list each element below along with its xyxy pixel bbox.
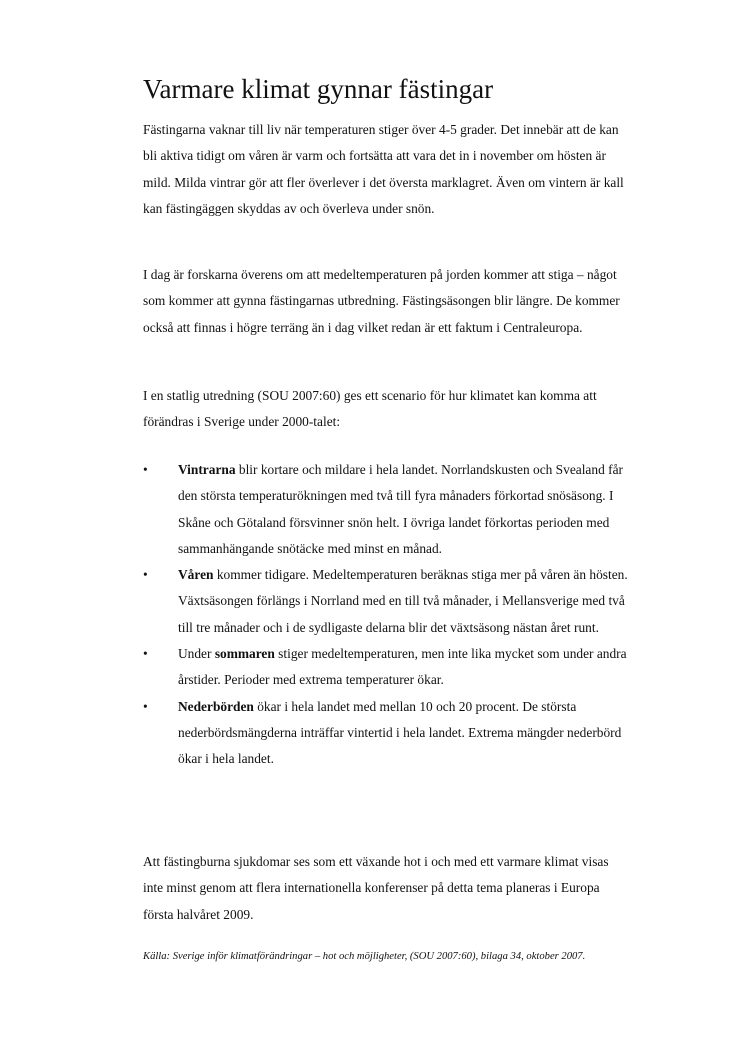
paragraph-scenario-intro: I en statlig utredning (SOU 2007:60) ges ett scenario för hur klimatet kan komma att förändras i Sverige under 2000-talet: [143, 388, 597, 430]
list-item [143, 457, 633, 562]
list-item-text: blir kortare och mildare i hela landet. Norrlandskusten och Svealand får den största temperaturökningen med två till fyra månaders förkortad snösäsong. I Skåne och Götaland försvinner snön helt. I övriga landet förkortas perioden med sammanhängande snötäcke med minst en månad. [178, 462, 623, 556]
bullet-icon: • [143, 567, 148, 583]
climate-scenario-list [143, 457, 633, 773]
list-item-text: kommer tidigare. Medeltemperaturen beräknas stiga mer på våren än hösten. Växtsäsongen förlängs i Norrland med en till två månader, i Mellansverige med två till tre månader och i de sydligaste delarna blir det växtsäsong nästan året runt. [178, 567, 628, 635]
list-item [143, 641, 633, 694]
paragraph-forecast: I dag är forskarna överens om att medeltemperaturen på jorden kommer att stiga – något som kommer att gynna fästingarnas utbredning. Fästingsäsongen blir längre. De kommer också att finnas i högre terräng än i dag vilket redan är ett faktum i Centraleuropa. [143, 267, 620, 335]
page-title: Varmare klimat gynnar fästingar [143, 74, 494, 104]
list-item-keyword: Vintrarna [178, 462, 236, 477]
list-item-keyword: Nederbörden [178, 698, 254, 714]
list-item-keyword: sommaren [214, 646, 275, 662]
bullet-icon: • [143, 646, 148, 662]
bullet-icon: • [143, 698, 148, 714]
paragraph-closing: Att fästingburna sjukdomar ses som ett växande hot i och med ett varmare klimat visas inte minst genom att flera internationella konferenser på detta tema planeras i Europa första halvåret 2009. [143, 854, 609, 922]
paragraph-intro: Fästingarna vaknar till liv när temperaturen stiger över 4-5 grader. Det innebär att de kan bli aktiva tidigt om våren är varm och fortsätta att vara det in i november om hösten är mild. Milda vintrar gör att fler överlever i det översta marklagret. Även om vintern är kall kan fästingäggen skyddas av och överleva under snön. [143, 122, 624, 216]
list-item-lead: Under [178, 646, 215, 662]
list-item-keyword: Våren [178, 567, 214, 583]
bullet-icon: • [143, 462, 148, 477]
list-item [143, 694, 633, 773]
list-item-text: ökar i hela landet med mellan 10 och 20 procent. De största nederbördsmängderna inträffar vintertid i hela landet. Extrema mängder nederbörd ökar i hela landet. [178, 698, 622, 767]
list-item-text: stiger medeltemperaturen, men inte lika mycket som under andra årstider. Perioder med extrema temperaturer ökar. [178, 646, 627, 688]
source-citation: Källa: Sverige inför klimatförändringar – hot och möjligheter, (SOU 2007:60), bilaga 34, oktober 2007. [143, 951, 586, 962]
list-item [143, 562, 633, 641]
